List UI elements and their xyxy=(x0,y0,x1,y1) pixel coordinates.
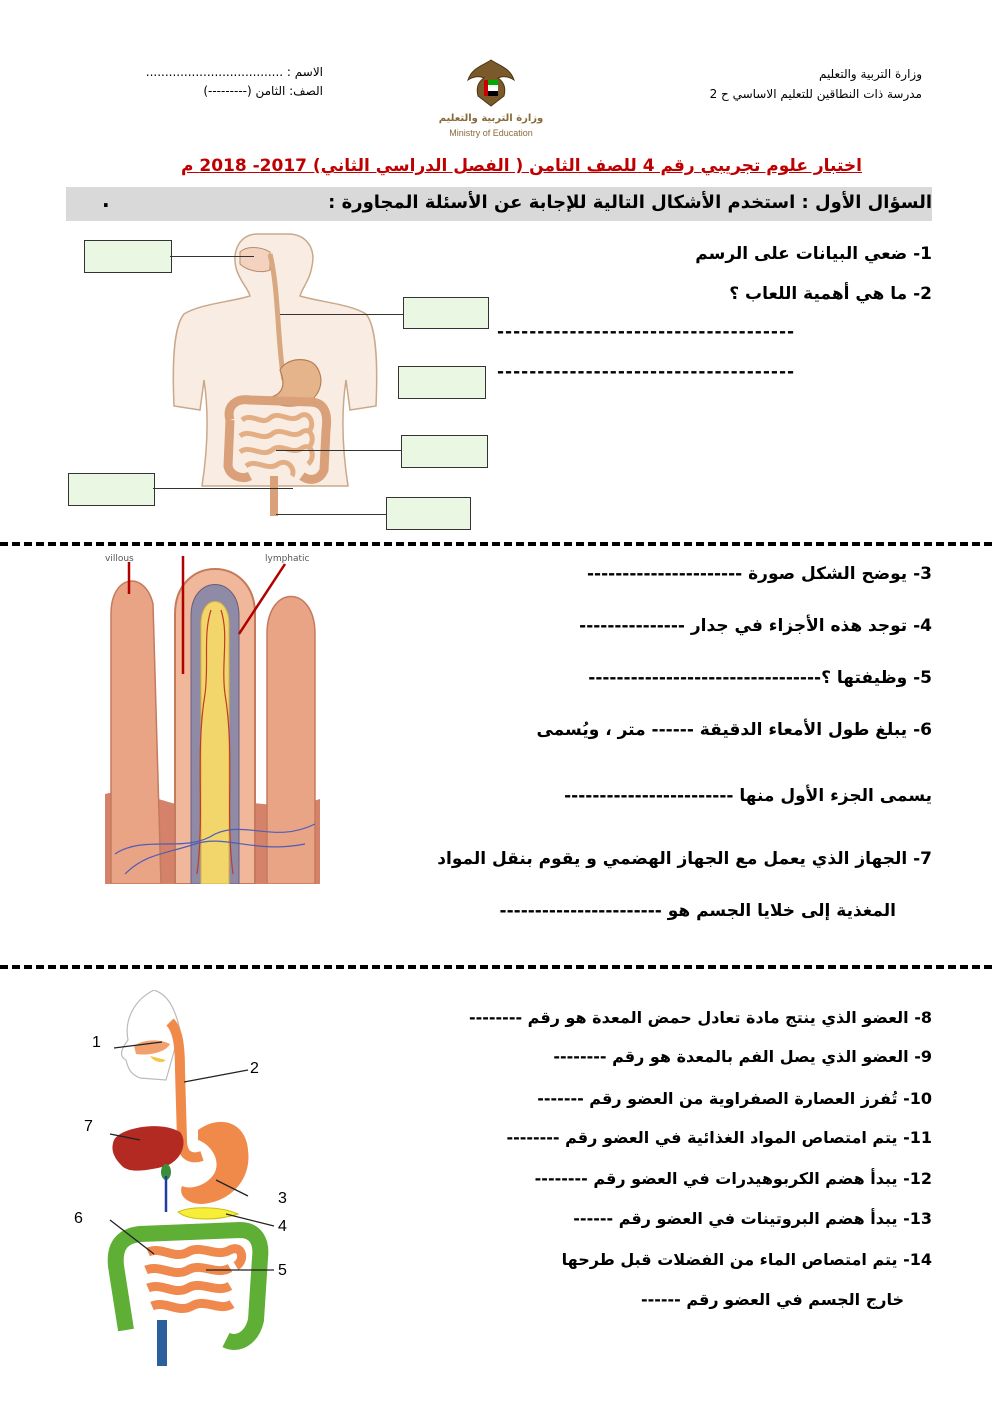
question-12: 12- يبدأ هضم الكربوهيدرات في العضو رقم -------- xyxy=(534,1169,932,1188)
ministry-name: وزارة التربية والتعليم xyxy=(818,67,922,81)
school-name: مدرسة ذات النطاقين للتعليم الاساسي ح 2 xyxy=(709,87,922,101)
villi-label-right: lymphatic xyxy=(265,554,310,564)
answer-line-1[interactable]: ------------------------------------- xyxy=(497,322,796,342)
label-box-esophagus[interactable] xyxy=(403,297,489,329)
answer-line-2[interactable]: ------------------------------------- xyxy=(497,362,796,382)
question-6: 6- يبلغ طول الأمعاء الدقيقة ------ متر ، ويُسمى xyxy=(536,720,932,740)
question-4: 4- توجد هذه الأجزاء في جدار --------------- xyxy=(579,616,932,636)
question-10: 10- تُفرز العصارة الصفراوية من العضو رقم ------- xyxy=(537,1089,932,1108)
villi-figure xyxy=(105,554,320,884)
question-14: 14- يتم امتصاص الماء من الفضلات قبل طرحها xyxy=(561,1250,932,1269)
question-9: 9- العضو الذي يصل الفم بالمعدة هو رقم -------- xyxy=(553,1047,932,1066)
section-divider-2 xyxy=(0,965,992,969)
ministry-logo-icon xyxy=(462,56,520,112)
label-box-mouth[interactable] xyxy=(84,240,172,273)
grade-field[interactable]: الصف: الثامن (---------) xyxy=(203,84,323,98)
diagram-number-3: 3 xyxy=(278,1190,287,1207)
question-8: 8- العضو الذي ينتج مادة تعادل حمض المعدة هو رقم -------- xyxy=(468,1008,932,1027)
question-7-part-b: المغذية إلى خلايا الجسم هو ----------------------- xyxy=(499,901,896,921)
question-13: 13- يبدأ هضم البروتينات في العضو رقم ------ xyxy=(573,1209,932,1228)
question-5: 5- وظيفتها ؟--------------------------------- xyxy=(588,668,932,688)
question-6-part-b: يسمى الجزء الأول منها ------------------------ xyxy=(564,786,932,806)
label-box-small-intestine[interactable] xyxy=(401,435,488,468)
digestive-system-diagram xyxy=(70,990,310,1380)
diagram-number-7: 7 xyxy=(84,1118,93,1135)
diagram-number-2: 2 xyxy=(250,1060,259,1077)
villi-label-left: villous xyxy=(105,554,134,564)
diagram-number-1: 1 xyxy=(92,1034,101,1051)
section1-heading: السؤال الأول : استخدم الأشكال التالية للإجابة عن الأسئلة المجاورة : xyxy=(328,192,932,213)
student-name-field[interactable]: الاسم : .................................... xyxy=(145,65,323,79)
label-box-large-intestine[interactable] xyxy=(68,473,155,506)
diagram-number-5: 5 xyxy=(278,1262,287,1279)
question-3: 3- يوضح الشكل صورة ---------------------- xyxy=(587,564,932,584)
question-14-part-b: خارج الجسم في العضو رقم ------ xyxy=(640,1290,904,1309)
logo-text-ar: وزارة التربية والتعليم xyxy=(438,113,544,124)
label-box-stomach[interactable] xyxy=(398,366,486,399)
section-divider-1 xyxy=(0,542,992,546)
leader-line-esophagus xyxy=(280,314,403,315)
question-2: 2- ما هي أهمية اللعاب ؟ xyxy=(729,284,932,304)
page-title: اختبار علوم تجريبي رقم 4 للصف الثامن ( الفصل الدراسي الثاني) 2017- 2018 م xyxy=(180,156,862,176)
torso-digestive-figure xyxy=(170,230,380,520)
leader-line-small-intestine xyxy=(276,450,401,451)
leader-line-rectum xyxy=(276,514,386,515)
question-7: 7- الجهاز الذي يعمل مع الجهاز الهضمي و يقوم بنقل المواد xyxy=(437,849,932,869)
label-box-rectum[interactable] xyxy=(386,497,471,530)
diagram-number-6: 6 xyxy=(74,1210,83,1227)
question-11: 11- يتم امتصاص المواد الغذائية في العضو رقم -------- xyxy=(506,1128,932,1147)
logo-text-en: Ministry of Education xyxy=(449,128,533,138)
question-1: 1- ضعي البيانات على الرسم xyxy=(695,244,932,264)
diagram-number-4: 4 xyxy=(278,1218,287,1235)
section1-heading-dot: . xyxy=(102,188,110,212)
leader-line-large-intestine xyxy=(153,488,293,489)
leader-line-mouth xyxy=(170,256,254,257)
